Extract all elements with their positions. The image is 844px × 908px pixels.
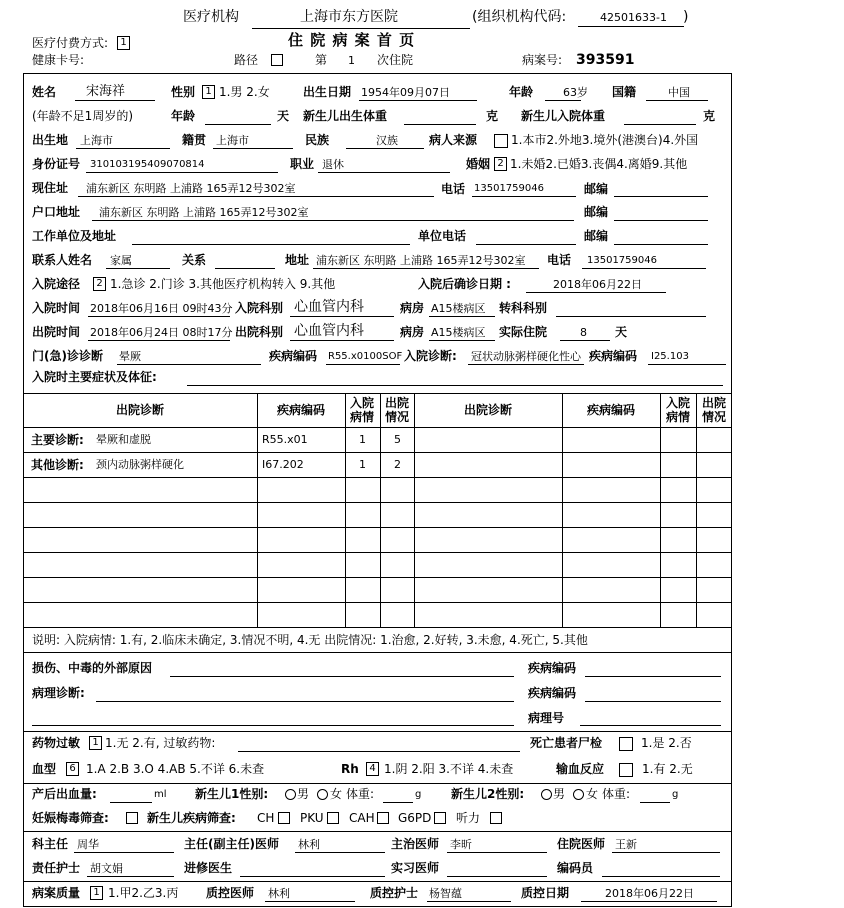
marriage-label: 婚姻 [466,157,491,171]
th-code: 疾病编码 [276,403,325,417]
admit-code: I25.103 [651,351,689,362]
nb2-male-radio[interactable] [541,789,552,800]
th-diag2: 出院诊断 [463,403,512,417]
org-code-close: ) [683,9,689,25]
pku-checkbox[interactable] [327,812,339,824]
page-title: 住 院 病 案 首 页 [288,31,416,49]
under1-label: (年龄不足1周岁的) [32,109,133,123]
th-out: 出院情况 [384,396,409,424]
code4-label: 疾病编码 [528,686,577,700]
qc-date-label: 质控日期 [521,886,570,900]
work-phone-label: 单位电话 [418,229,467,243]
g6pd-label: G6PD [398,811,432,825]
postpartum-label: 产后出血量: [32,787,97,801]
gram-unit: 克 [486,109,499,123]
path-checkbox[interactable] [271,54,283,66]
native-label: 籍贯 [182,133,207,147]
g6pd-checkbox[interactable] [434,812,446,824]
attending: 李昕 [450,838,472,851]
ward-value: A15楼病区 [431,302,486,315]
row-out: 5 [394,433,401,446]
clinic-code-label: 疾病编码 [269,349,318,363]
phone-value: 13501759046 [474,183,544,194]
route-label: 入院途径 [32,277,81,291]
sex-label: 性别 [171,85,196,99]
org-code: 42501633-1 [600,11,667,24]
hukou-value: 浦东新区 东明路 上浦路 165弄12号302室 [99,206,309,219]
source-options: 1.本市2.外地3.境外(港澳台)4.外国 [511,133,699,147]
marriage-box[interactable]: 2 [494,157,507,171]
hukou-label: 户口地址 [32,205,81,219]
patho-label: 病理诊断: [32,686,85,700]
symptom-label: 入院时主要症状及体征: [32,370,157,384]
path-label: 路径 [234,53,259,67]
rh-label: Rh [341,762,359,776]
chief-label: 主任(副主任)医师 [184,837,279,851]
health-card-label: 健康卡号: [32,53,85,67]
birthplace-value: 上海市 [80,134,113,147]
contact-addr-label: 地址 [285,253,310,267]
ml-unit: ml [154,789,167,800]
th-admit2: 入院病情 [665,396,690,424]
ward2-value: A15楼病区 [431,326,486,339]
hearing-label: 听力 [456,811,481,825]
quality-options: 1.甲2.乙3.丙 [108,886,179,900]
rh-options: 1.阴 2.阳 3.不详 4.未查 [384,762,514,776]
contact-addr-value: 浦东新区 东明路 上浦路 165弄12号302室 [316,254,526,267]
postcode3-label: 邮编 [584,229,609,243]
allergy-options: 1.无 2.有, 过敏药物: [105,736,216,750]
table-note: 说明: 入院病情: 1.有, 2.临床未确定, 3.情况不明, 4.无 出院情况: 1.治愈, 2.好转, 3.未愈, 4.死亡, 5.其他 [32,633,588,647]
row-code: I67.202 [262,458,304,471]
ch-label: CH [257,811,275,825]
age2-label: 年龄 [171,109,196,123]
times-suffix: 次住院 [377,53,414,67]
nation-label: 国籍 [612,85,637,99]
pku-label: PKU [300,811,324,825]
nation-value: 中国 [668,86,690,99]
org-label: 医疗机构 [183,9,239,25]
route-options: 1.急诊 2.门诊 3.其他医疗机构转入 9.其他 [110,277,336,291]
contact-phone-label: 电话 [547,253,572,267]
org-name: 上海市东方医院 [300,9,398,25]
g-unit2: g [672,789,679,800]
birth-label: 出生日期 [303,85,352,99]
allergy-box[interactable]: 1 [89,736,102,750]
patho-no-label: 病理号 [528,711,565,725]
qc-doctor: 林利 [268,887,290,900]
id-label: 身份证号 [32,157,81,171]
birth-date: 1954年09月07日 [361,86,450,99]
ward-label: 病房 [400,301,425,315]
cah-label: CAH [349,811,375,825]
blood-options: 1.A 2.B 3.O 4.AB 5.不详 6.未查 [86,762,265,776]
nb1-sex-label: 新生儿1性别: [195,787,269,801]
age-label: 年龄 [509,85,534,99]
discharge-time-label: 出院时间 [32,325,81,339]
row-code: R55.x01 [262,433,308,446]
phone-label: 电话 [441,182,466,196]
transfer-label: 转科科别 [499,301,548,315]
newborn-weight-label: 新生儿出生体重 [303,109,388,123]
qc-doctor-label: 质控医师 [206,886,255,900]
th-admit: 入院病情 [349,396,374,424]
pay-label: 医疗付费方式: [32,36,109,50]
transfusion-options: 1.有 2.无 [642,762,693,776]
nb1-female: 女 [330,787,343,801]
relation-label: 关系 [182,253,207,267]
nb2-male: 男 [553,787,566,801]
contact-phone-value: 13501759046 [587,255,657,266]
rh-box[interactable]: 4 [366,762,379,776]
id-value: 310103195409070814 [90,159,205,170]
admit-code-label: 疾病编码 [589,349,638,363]
resident-label: 住院医师 [557,837,606,851]
marriage-options: 1.未婚2.已婚3.丧偶4.离婚9.其他 [510,157,688,171]
nb2-sex-label: 新生儿2性别: [451,787,525,801]
autopsy-checkbox[interactable] [619,737,633,751]
clinic-diag: 晕厥 [119,350,141,363]
th-out2: 出院情况 [701,396,726,424]
code3-label: 疾病编码 [528,661,577,675]
sex-box[interactable]: 1 [202,85,215,99]
native-value: 上海市 [216,134,249,147]
admit-time-label: 入院时间 [32,301,81,315]
dept-head-label: 科主任 [32,837,69,851]
birthplace-label: 出生地 [32,133,69,147]
attending-label: 主治医师 [391,837,440,851]
syphilis-label: 妊娠梅毒筛查: [32,811,109,825]
patient-name: 宋海祥 [86,84,126,99]
contact-label: 联系人姓名 [32,253,93,267]
discharge-dept-label: 出院科别 [235,325,284,339]
allergy-label: 药物过敏 [32,736,81,750]
row-out: 2 [394,458,401,471]
row-label: 其他诊断: [31,458,84,472]
day-unit: 天 [277,109,290,123]
blood-box[interactable]: 6 [66,762,79,776]
resident: 王新 [615,838,637,851]
address-label: 现住址 [32,181,69,195]
row-label: 主要诊断: [31,433,84,447]
admit-diag-label: 入院诊断: [404,349,457,363]
quality-label: 病案质量 [32,886,81,900]
nb2-female-radio[interactable] [573,789,584,800]
row-diag: 晕厥和虚脱 [96,433,151,446]
blood-label: 血型 [32,762,57,776]
nurse: 胡文娟 [90,862,123,875]
pay-box[interactable]: 1 [117,36,130,50]
form-frame [23,73,732,907]
confirm-label: 入院后确诊日期 : [418,277,511,291]
discharge-dept: 心血管内科 [294,323,364,339]
admit-dept: 心血管内科 [294,299,364,315]
nb1-female-radio[interactable] [317,789,328,800]
cah-checkbox[interactable] [377,812,389,824]
dept-head: 周华 [77,838,99,851]
ch-checkbox[interactable] [278,812,290,824]
row-diag: 颈内动脉粥样硬化 [96,458,184,471]
nb1-male: 男 [297,787,310,801]
ward2-label: 病房 [400,325,425,339]
quality-box[interactable]: 1 [90,886,103,900]
th-code2: 疾病编码 [586,403,635,417]
clinic-code: R55.x0100SOF [328,351,403,362]
g-unit: g [415,789,422,800]
qc-nurse: 杨智蕴 [429,887,462,900]
nb2-weight-label: 体重: [602,787,631,801]
times-prefix: 第 [315,53,328,67]
stay-label: 实际住院 [499,325,548,339]
record-no: 393591 [576,52,635,68]
hearing-checkbox[interactable] [490,812,502,824]
intern-label: 实习医师 [391,861,440,875]
times-value: 1 [348,54,355,67]
route-box[interactable]: 2 [93,277,106,291]
coder-label: 编码员 [557,861,594,875]
injury-label: 损伤、中毒的外部原因 [32,661,153,675]
admit-time: 2018年06月16日 09时43分 [90,302,233,315]
job-label: 职业 [290,157,315,171]
nb2-female: 女 [586,787,599,801]
address-value: 浦东新区 东明路 上浦路 165弄12号302室 [86,182,296,195]
name-label: 姓名 [32,85,57,99]
nurse-label: 责任护士 [32,861,81,875]
discharge-time: 2018年06月24日 08时17分 [90,326,233,339]
nb1-weight-label: 体重: [346,787,375,801]
syphilis-checkbox[interactable] [126,812,138,824]
ethnic-value: 汉族 [376,134,398,147]
job-value: 退休 [322,158,344,171]
admit-dept-label: 入院科别 [235,301,284,315]
autopsy-label: 死亡患者尸检 [530,736,603,750]
source-checkbox[interactable] [494,134,508,148]
nb1-male-radio[interactable] [285,789,296,800]
stay-unit: 天 [615,325,628,339]
work-label: 工作单位及地址 [32,229,117,243]
trainee-label: 进修医生 [184,861,233,875]
transfusion-label: 输血反应 [556,762,605,776]
org-code-label: (组织机构代码: [472,9,567,25]
row-admit: 1 [359,458,366,471]
record-no-label: 病案号: [522,53,563,67]
autopsy-options: 1.是 2.否 [641,736,692,750]
qc-nurse-label: 质控护士 [370,886,419,900]
newborn-admit-weight-label: 新生儿入院体重 [521,109,606,123]
confirm-date: 2018年06月22日 [553,278,642,291]
postcode2-label: 邮编 [584,205,609,219]
row-admit: 1 [359,433,366,446]
age-value: 63岁 [563,86,588,99]
transfusion-checkbox[interactable] [619,763,633,777]
postcode-label: 邮编 [584,182,609,196]
nb-screen-label: 新生儿疾病筛查: [147,811,236,825]
qc-date: 2018年06月22日 [605,887,694,900]
ethnic-label: 民族 [305,133,330,147]
contact-value: 家属 [110,254,132,267]
gram-unit2: 克 [703,109,716,123]
source-label: 病人来源 [429,133,478,147]
clinic-diag-label: 门(急)诊诊断 [32,349,103,363]
admit-diag: 冠状动脉粥样硬化性心 [471,350,581,363]
sex-options: 1.男 2.女 [219,85,270,99]
stay-value: 8 [580,326,587,339]
th-diag: 出院诊断 [115,403,164,417]
chief: 林利 [298,838,320,851]
